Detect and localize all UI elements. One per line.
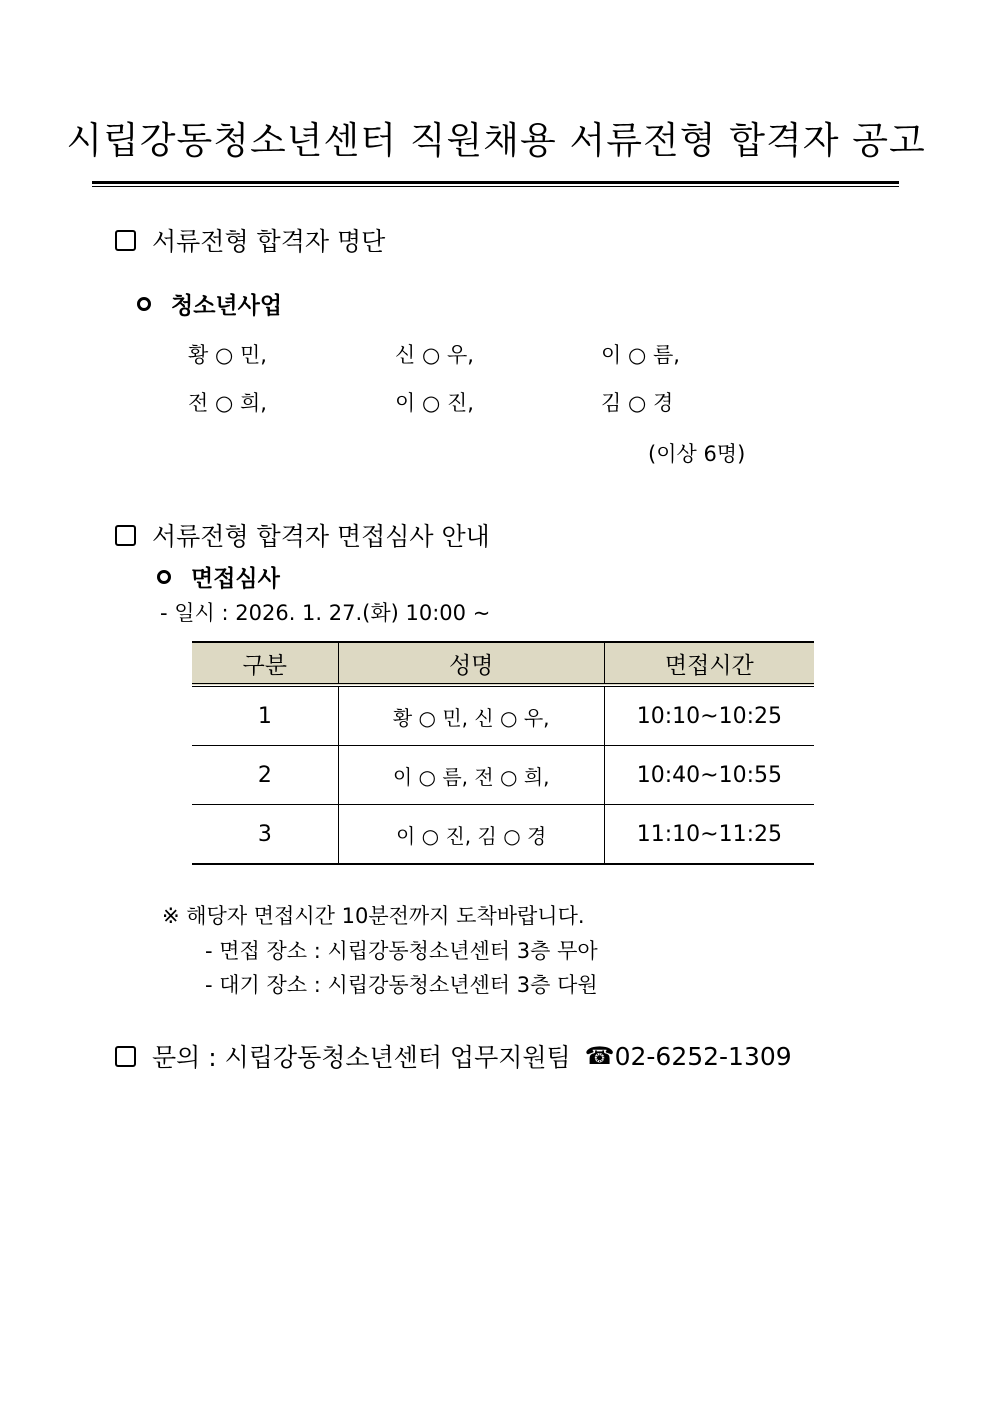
interview-location: - 면접 장소 : 시립강동청소년센터 3층 무아 <box>205 939 598 963</box>
candidate-name: 황 ○ 민, <box>188 343 267 367</box>
table-header-row <box>192 642 814 685</box>
section-interview-guide <box>115 517 490 553</box>
checkbox-square-icon <box>115 525 136 546</box>
interview-schedule: - 일시 : 2026. 1. 27.(화) 10:00 ~ <box>160 601 491 625</box>
time-cell: 11:10~11:25 <box>604 805 814 865</box>
table-row <box>192 805 814 865</box>
names-cell: 이 ○ 름, 전 ○ 희, <box>338 746 604 805</box>
section-heading: 서류전형 합격자 면접심사 안내 <box>152 522 490 551</box>
time-cell: 10:40~10:55 <box>604 746 814 805</box>
candidate-name: 이 ○ 름, <box>601 343 680 367</box>
phone-icon: ☎ <box>584 1042 615 1070</box>
column-header: 면접시간 <box>604 642 814 685</box>
waiting-location: - 대기 장소 : 시립강동청소년센터 3층 다원 <box>205 973 598 997</box>
title-rule-thin <box>92 186 899 187</box>
circle-bullet-icon <box>157 570 171 584</box>
category-label: 청소년사업 <box>171 293 283 319</box>
candidate-count: (이상 6명) <box>648 442 746 466</box>
candidate-name: 이 ○ 진, <box>395 391 474 415</box>
interview-table <box>192 641 814 865</box>
inquiry-line <box>115 1038 792 1074</box>
category-heading <box>137 287 282 320</box>
column-header: 구분 <box>192 642 338 685</box>
title-rule <box>92 181 899 184</box>
group-cell: 2 <box>192 746 338 805</box>
names-cell: 이 ○ 진, 김 ○ 경 <box>338 805 604 865</box>
inquiry-label: 문의 : 시립강동청소년센터 업무지원팀 <box>152 1043 571 1072</box>
arrival-note: ※ 해당자 면접시간 10분전까지 도착바랍니다. <box>162 904 585 928</box>
section-heading: 서류전형 합격자 명단 <box>152 227 386 256</box>
candidate-name: 김 ○ 경 <box>601 391 674 415</box>
group-cell: 3 <box>192 805 338 865</box>
page-title: 시립강동청소년센터 직원채용 서류전형 합격자 공고 <box>66 119 926 162</box>
group-cell: 1 <box>192 685 338 746</box>
table-row <box>192 746 814 805</box>
candidate-name: 신 ○ 우, <box>395 343 474 367</box>
interview-label: 면접심사 <box>191 566 280 592</box>
checkbox-square-icon <box>115 1046 136 1067</box>
time-cell: 10:10~10:25 <box>604 685 814 746</box>
names-cell: 황 ○ 민, 신 ○ 우, <box>338 685 604 746</box>
section-passers-list <box>115 222 385 258</box>
circle-bullet-icon <box>137 297 151 311</box>
interview-heading <box>157 560 280 593</box>
column-header: 성명 <box>338 642 604 685</box>
checkbox-square-icon <box>115 230 136 251</box>
table-row <box>192 685 814 746</box>
candidate-name: 전 ○ 희, <box>188 391 267 415</box>
inquiry-phone: 02-6252-1309 <box>614 1041 792 1071</box>
